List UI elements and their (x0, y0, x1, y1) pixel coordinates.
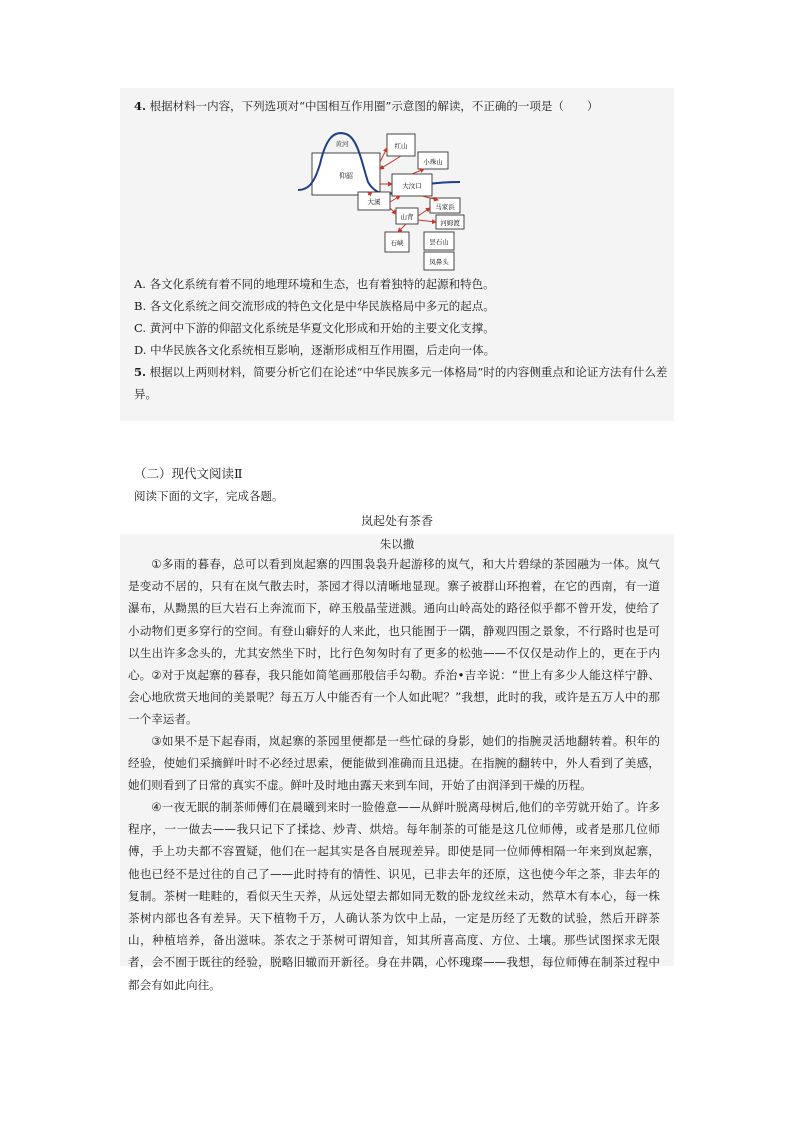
question-4 (134, 98, 598, 114)
paragraph-2: ②对于岚起寨的暮春，我只能如简笔画那般信手勾勒。乔治•吉辛说：“世上有多少人能这样宁静、会心地欣赏天地间的美景呢？每五万人中能否有一个人如此呢？”我想，此时的我，或许是五万人中的那一个幸运者。 (128, 668, 660, 727)
question-4-text: 根据材料一内容，下列选项对“中国相互作用圈”示意图的解读，不正确的一项是（ ） (149, 99, 599, 113)
option-c: C. 黄河中下游的仰韶文化系统是华夏文化形成和开始的主要文化支撑。 (134, 321, 495, 335)
daxi-label: 大溪 (367, 198, 381, 206)
fengbitou-label: 凤鼻头 (429, 258, 449, 266)
yangshao-label: 仰韶 (339, 172, 353, 180)
option-b: B. 各文化系统之间交流形成的特色文化是中华民族格局中多元的起点。 (134, 299, 495, 313)
majiabang-label: 马家浜 (435, 203, 455, 211)
question-5 (134, 364, 667, 380)
interaction-sphere-diagram (290, 124, 470, 274)
huanghe-label: 黄河 (335, 140, 349, 148)
option-d: D. 中华民族各文化系统相互影响，逐渐形成相互作用圈，后走向一体。 (134, 343, 496, 357)
question-5-number: 5. (134, 365, 147, 379)
section-heading: （二）现代文阅读Ⅱ (134, 466, 243, 481)
paragraph-4: ④一夜无眠的制茶师傅们在晨曦到来时一脸倦意——从鲜叶脱离母树后,他们的辛劳就开始了。许多程序，一一做去——我只记下了揉捻、炒青、烘焙。每年制茶的可能是这几位师傅，或者是那几位师傅，手上功夫都不容置疑，他们在一起其实是各自展现差异。即使是同一位师傅相隔一年来到岚起寨，他也已经不是过往的自己了——此时持有的情性、识见，已非去年的还原，这也使今年之茶，非去年的复制。茶树一畦畦的，看似天生天养，从远处望去都如同无数的卧龙纹丝未动，然草木有本心，每一株茶树内部也各有差异。天下植物千万，人确认茶为饮中上品，一定是历经了无数的试验，然后开辟茶山，种植培养，备出滋味。茶农之于茶树可谓知音，知其所喜高度、方位、土壤。那些试图探求无限者，会不囿于既往的经验，脱略旧辙而开新径。身在井隅，心怀瑰璨——我想，每位师傅在制茶过程中都会有如此向往。 (128, 800, 660, 992)
question-5-text-line2: 异。 (134, 387, 157, 401)
article-author: 朱以撒 (379, 537, 415, 551)
question-5-text-line1: 根据以上两则材料，简要分析它们在论述“中华民族多元一体格局”时的内容侧重点和论证方法有什么差 (149, 365, 668, 379)
article-title: 岚起处有茶香 (360, 514, 433, 528)
paragraph-1: ①多雨的暮春，总可以看到岚起寨的四围袅袅升起游移的岚气，和大片碧绿的茶园融为一体。岚气是变动不居的，只有在岚气散去时，茶园才得以清晰地显现。寨子被群山环抱着，在它的西南，有一道瀑布，从黝黑的巨大岩石上奔流而下，碎玉般晶莹迸溅。通向山岭高处的路径似乎都不曾开发，使给了小动物们更多穿行的空间。有登山癖好的人来此，也只能囿于一隅，静观四围之景象，不行路时也是可以生出许多念头的，尤其安然坐下时，比行色匆匆时有了更多的松弛——不仅仅是动作上的，更在于内心。 (128, 557, 660, 683)
hemudu-label: 河姆渡 (440, 219, 460, 227)
paragraph-3: ③如果不是下起春雨，岚起寨的茶园里便都是一些忙碌的身影，她们的指腕灵活地翻转着。积年的经验，使她们采摘鲜叶时不必经过思索，便能做到准确而且迅捷。在指腕的翻转中，外人看到了美感，她们则看到了日常的真实不虚。鲜叶及时地由露天来到车间，开始了由润泽到干燥的历程。 (128, 734, 660, 793)
option-a: A. 各文化系统有着不同的地理环境和生态，也有着独特的起源和特色。 (134, 277, 495, 291)
dawenkou-label: 大汶口 (402, 182, 422, 190)
shixia-label: 石峡 (390, 239, 404, 247)
hongshan-label: 红山 (394, 142, 408, 150)
tanshishan-label: 昙石山 (429, 238, 449, 246)
section-instruction: 阅读下面的文字，完成各题。 (134, 489, 284, 503)
question-4-number: 4. (134, 99, 147, 113)
xiaozhushan-label: 小珠山 (423, 158, 443, 166)
shanbei-label: 山背 (400, 213, 414, 221)
